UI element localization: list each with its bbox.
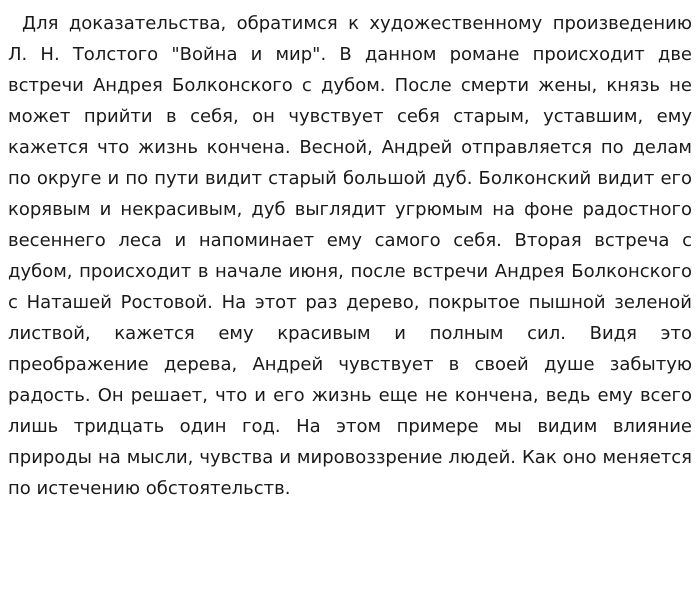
essay-paragraph: Для доказательства, обратимся к художественному произведению Л. Н. Толстого "Война и мир". В данном романе происходит две встречи Андрея Болконского с дубом. После смерти жены, князь не может прийти в себя, он чувствует себя старым, уставшим, ему кажется что жизнь кончена. Весной, Андрей отправляется по делам по округе и по пути видит старый большой дуб. Болконский видит его корявым и некрасивым, дуб выглядит угрюмым на фоне радостного весеннего леса и напоминает ему самого себя. Вторая встреча с дубом, происходит в начале июня, после встречи Андрея Болконского с Наташей Ростовой. На этот раз дерево, покрытое пышной зеленой листвой, кажется ему красивым и полным сил. Видя это преображение дерева, Андрей чувствует в своей душе забытую радость. Он решает, что и его жизнь еще не кончена, ведь ему всего лишь тридцать один год. На этом примере мы видим влияние природы на мысли, чувства и мировоззрение людей. Как оно меняется по истечению обстоятельств. <box>8 13 692 499</box>
document-page <box>8 8 692 504</box>
